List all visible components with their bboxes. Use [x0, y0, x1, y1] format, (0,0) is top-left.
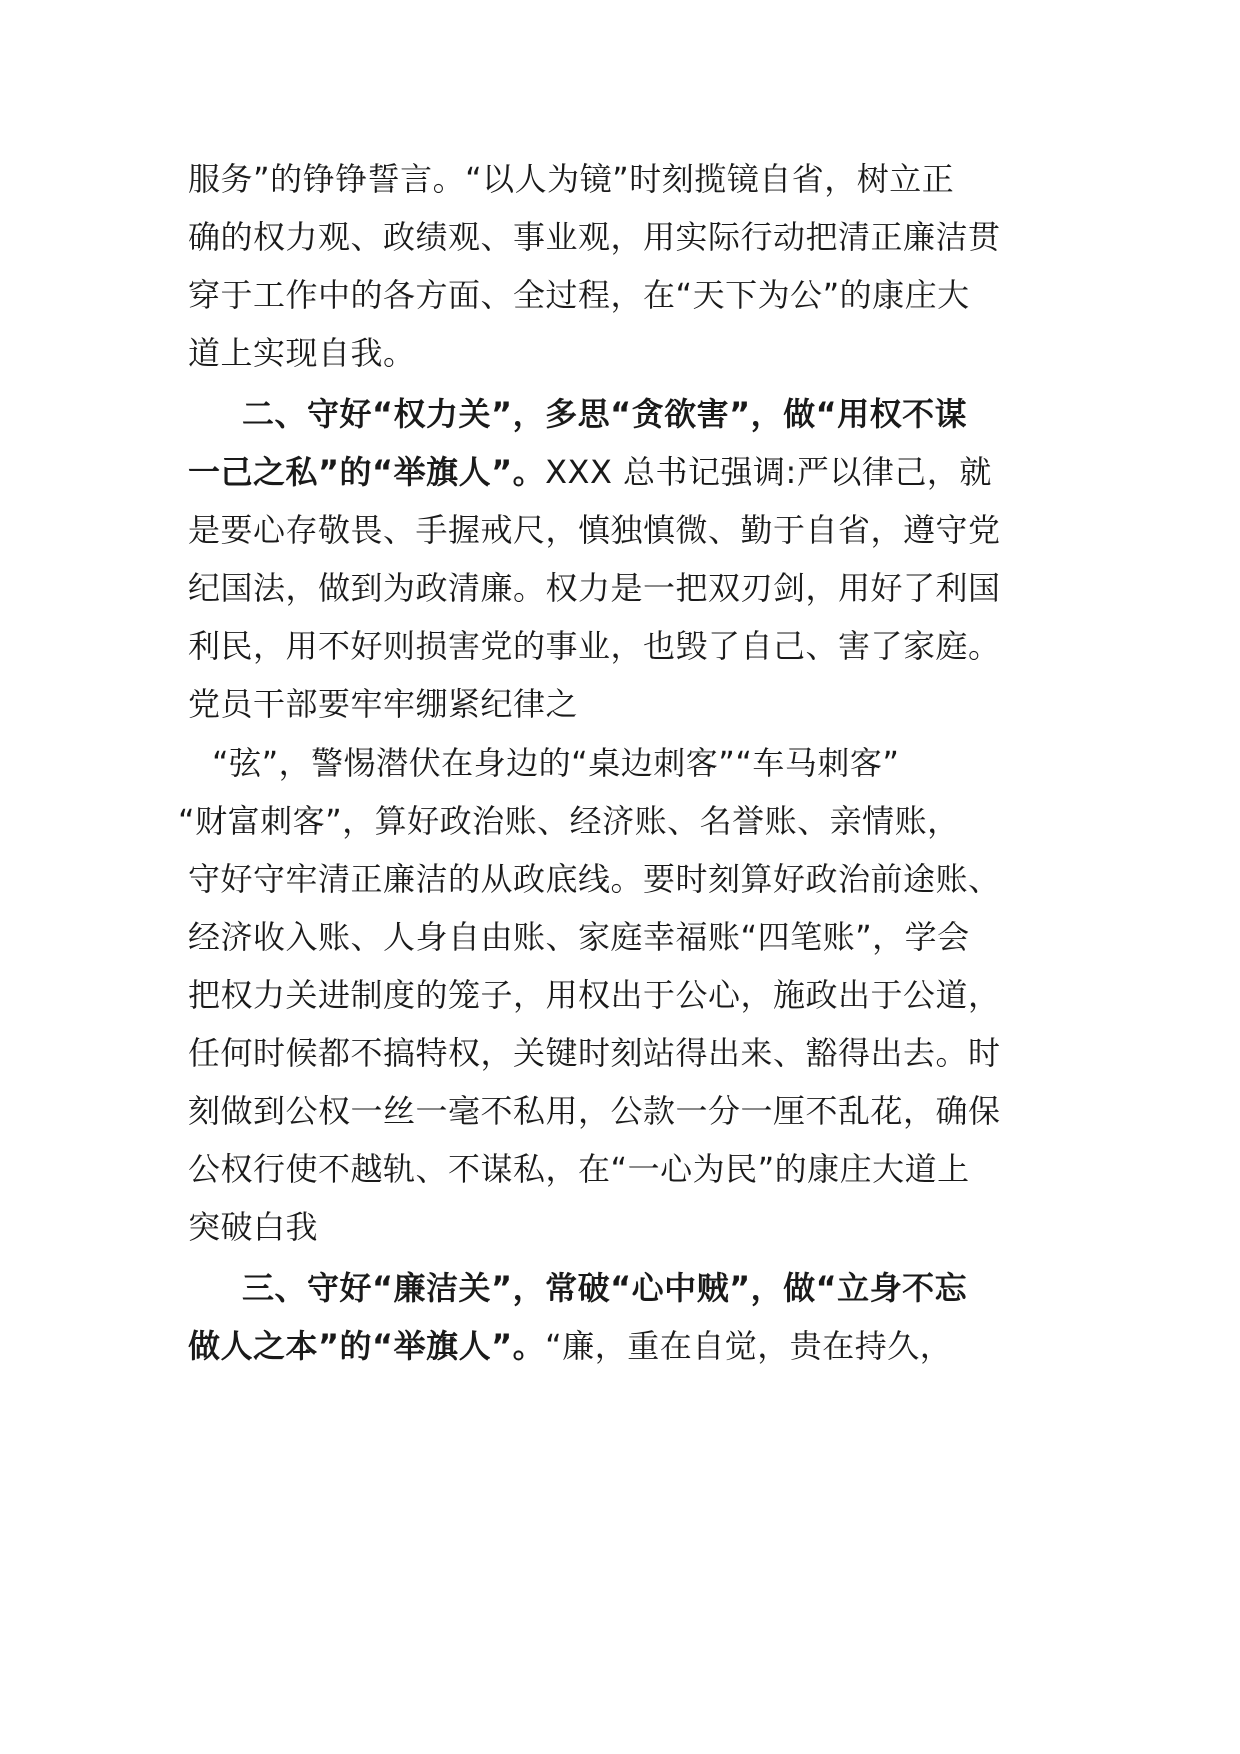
text-segment: 守好守牢清正廉洁的从政底线。要时刻算好政治前途账、 — [188, 860, 1001, 898]
text-segment: 道上实现自我。 — [188, 334, 416, 372]
text-segment: 经济收入账、人身自由账、家庭幸福账“四笔账”，学会 — [188, 918, 970, 956]
text-line — [188, 1033, 1001, 1073]
section-heading-line — [242, 1268, 967, 1308]
text-line — [188, 859, 1001, 899]
text-line — [188, 333, 416, 373]
section-heading: 做人之本”的“举旗人”。 — [188, 1327, 546, 1365]
section-heading: 二、守好“权力关”，多思“贪欲害”，做“用权不谋 — [242, 395, 968, 433]
text-line — [188, 452, 992, 492]
text-segment: “弦”，警惕潜伏在身边的“桌边刺客”“车马刺客” — [212, 744, 900, 782]
text-line — [188, 975, 1001, 1015]
text-segment: XXX 总书记强调:严以律己，就 — [545, 453, 992, 491]
text-segment: 穿于工作中的各方面、全过程，在“天下为公”的康庄大 — [188, 276, 970, 314]
text-line — [188, 1207, 318, 1247]
text-segment: 突破白我 — [188, 1208, 319, 1246]
text-segment: 党员干部要牢牢绷紧纪律之 — [188, 685, 579, 723]
text-line — [188, 626, 1001, 666]
text-segment: 任何时候都不搞特权，关键时刻站得出来、豁得出去。时 — [188, 1034, 1001, 1072]
text-line — [188, 275, 970, 315]
text-line — [188, 217, 1001, 257]
text-segment: 确的权力观、政绩观、事业观，用实际行动把清正廉洁贯 — [188, 218, 1001, 256]
text-line — [188, 917, 970, 957]
text-segment: 服务”的铮铮誓言。“以人为镜”时刻揽镜自省，树立正 — [188, 160, 955, 198]
text-segment: 纪国法，做到为政清廉。权力是一把双刃剑，用好了利国 — [188, 569, 1001, 607]
text-line — [188, 159, 954, 199]
text-line — [188, 1326, 952, 1366]
text-line — [188, 1149, 970, 1189]
text-segment: 公权行使不越轨、不谋私，在“一心为民”的康庄大道上 — [188, 1150, 970, 1188]
text-segment: 利民，用不好则损害党的事业，也毁了自己、害了家庭。 — [188, 627, 1001, 665]
section-heading-line — [242, 394, 967, 434]
text-segment: 把权力关进制度的笼子，用权出于公心，施政出于公道， — [188, 976, 1001, 1014]
text-line — [212, 743, 899, 783]
text-line — [188, 510, 1001, 550]
text-segment: “廉，重在自觉，贵在持久， — [545, 1327, 953, 1365]
text-line — [178, 801, 960, 841]
text-line — [188, 568, 1001, 608]
section-heading: 一己之私”的“举旗人”。 — [188, 453, 546, 491]
text-segment: 是要心存敬畏、手握戒尺，慎独慎微、勤于自省，遵守党 — [188, 511, 1001, 549]
text-segment: “财富刺客”，算好政治账、经济账、名誉账、亲情账， — [178, 802, 960, 840]
text-line — [188, 684, 578, 724]
text-line — [188, 1091, 1001, 1131]
section-heading: 三、守好“廉洁关”，常破“心中贼”，做“立身不忘 — [242, 1269, 968, 1307]
text-segment: 刻做到公权一丝一毫不私用，公款一分一厘不乱花，确保 — [188, 1092, 1001, 1130]
